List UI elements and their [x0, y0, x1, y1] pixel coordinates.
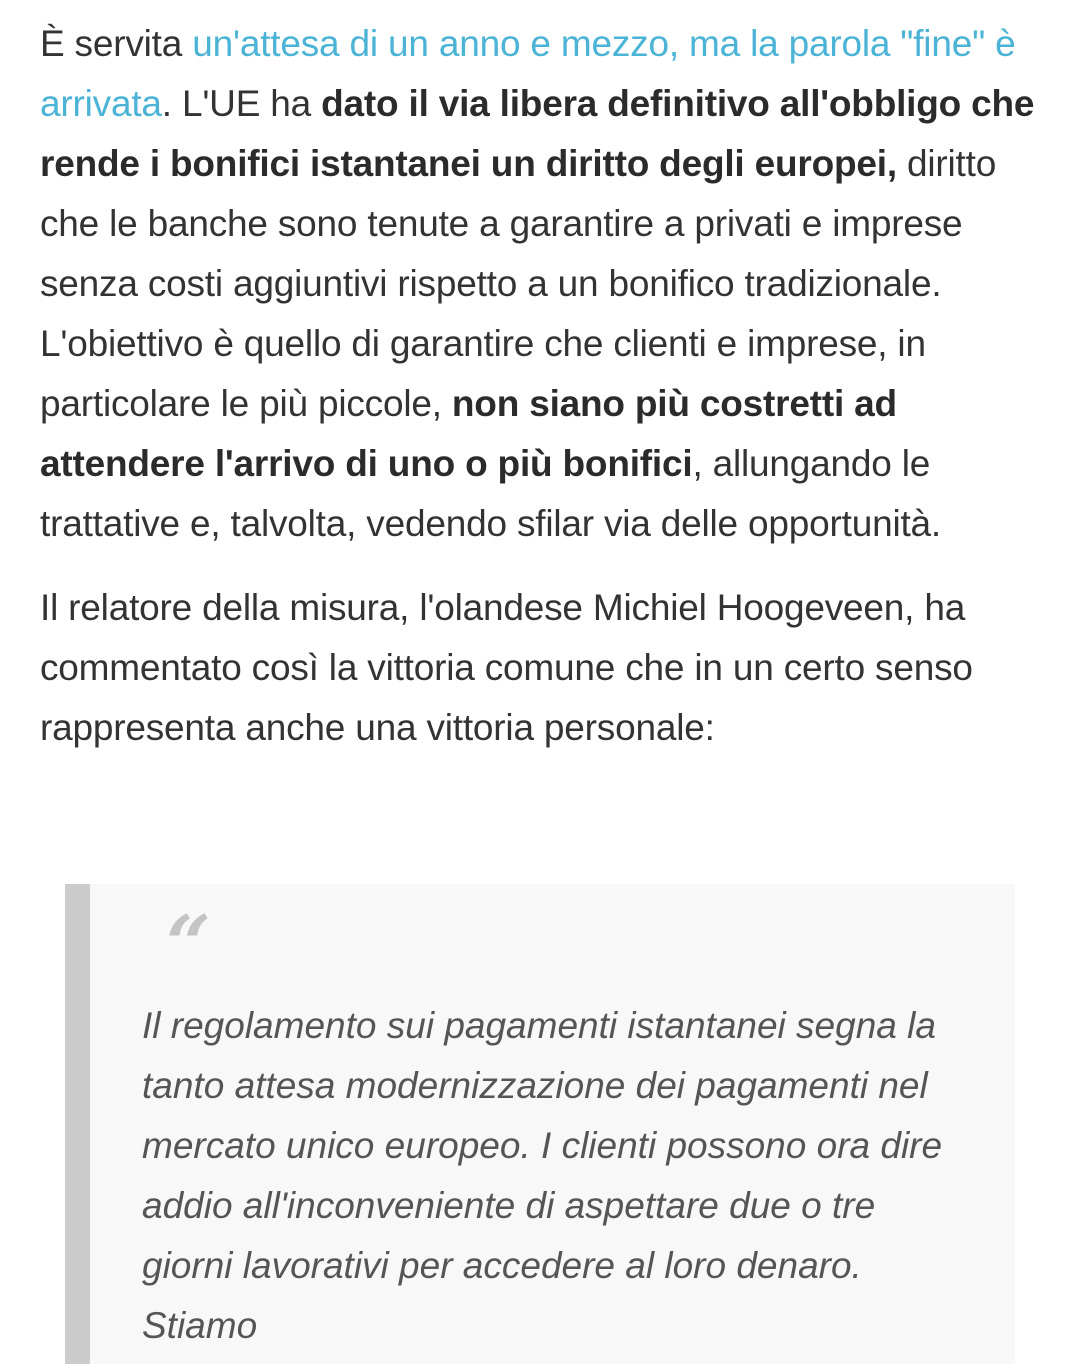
bold-highlight-text: dato il via libera definitivo all'obbligo che rende i bonifici istantanei un diritto degli europei, [40, 83, 1035, 184]
paragraph-text: . L'UE ha [161, 83, 322, 124]
quote-text: Il regolamento sui pagamenti istantanei segna la tanto attesa modernizzazione dei pagamenti nel mercato unico europeo. I clienti possono ora dire addio all'inconveniente di aspettare due o tre giorni lavorativi per accedere al loro denaro. Stiamo [142, 1005, 943, 1346]
article-paragraph-2: Il relatore della misura, l'olandese Michiel Hoogeveen, ha commentato così la vittoria comune che in un certo senso rappresenta anche una vittoria personale: [40, 587, 973, 748]
article-body [40, 14, 1040, 758]
paragraph-intro-text: È servita [40, 23, 193, 64]
bold-highlight-text: non siano più costretti ad attendere l'arrivo di uno o più bonifici [40, 383, 897, 484]
article-paragraph-1 [40, 14, 1040, 554]
article-inline-link[interactable]: un'attesa di un anno e mezzo, ma la parola "fine" è arrivata [40, 23, 1016, 124]
paragraph-text: , allungando le trattative e, talvolta, vedendo sfilar via delle opportunità. [40, 443, 942, 544]
blockquote [65, 884, 1015, 1364]
paragraph-text: diritto che le banche sono tenute a garantire a privati e imprese senza costi aggiuntivi rispetto a un bonifico tradizionale. L'obiettivo è quello di garantire che clienti e imprese, in particolare le più piccole, [40, 143, 997, 424]
quote-mark-icon: “ [166, 899, 211, 990]
